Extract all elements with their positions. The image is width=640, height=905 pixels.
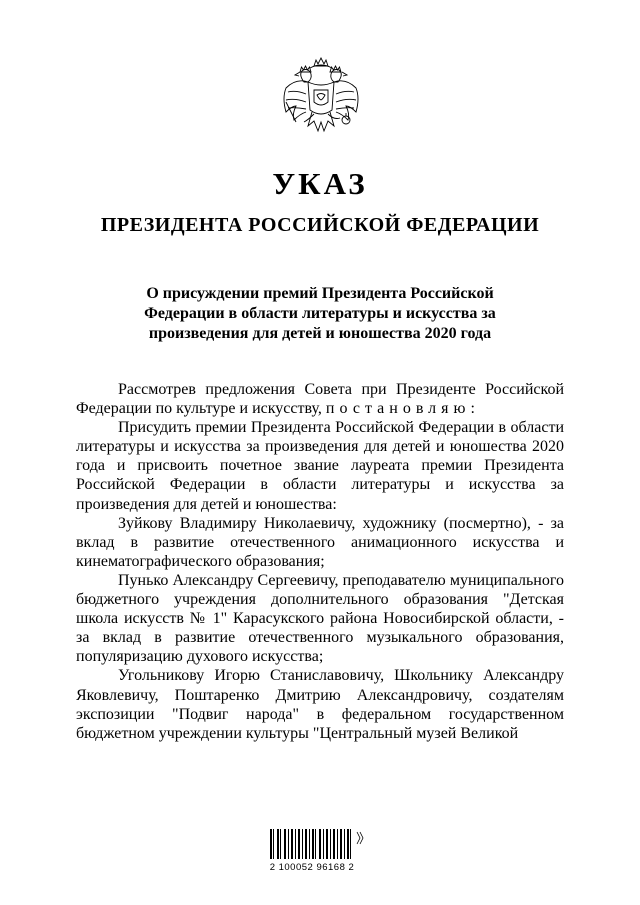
barcode-bars — [270, 829, 354, 859]
document-subtitle: ПРЕЗИДЕНТА РОССИЙСКОЙ ФЕДЕРАЦИИ — [100, 214, 540, 236]
paragraph-preamble — [76, 380, 564, 418]
barcode-stripe — [280, 829, 281, 859]
decree-heading-line: Федерации в области литературы и искусства за — [144, 305, 496, 322]
decree-heading — [100, 284, 540, 344]
coat-of-arms-emblem — [274, 52, 368, 150]
preamble-text: Рассмотрев предложения Совета при Президенте Российской Федерации по культуре и искусству, — [76, 381, 564, 418]
paragraph-laureate-2: Пунько Александру Сергеевичу, преподавателю муниципального бюджетного учреждения дополнительного образования "Детская школа искусств № 1" Карасукского района Новосибирской области, - за вклад в развитие отечественного музыкального образования, популяризацию духового искусства; — [76, 571, 564, 666]
resolution-word: постановляю: — [325, 400, 480, 418]
barcode-number: 2 100052 96168 2 — [269, 862, 355, 873]
paragraph-award: Присудить премии Президента Российской Федерации в области литературы и искусства за произведения для детей и юношества 2020 года и присвоить почетное звание лауреата премии Президента Российской Федерации в области литературы и искусства за произведения для детей и юношества: — [76, 419, 564, 513]
decree-heading-line: О присуждении премий Президента Российской — [146, 285, 494, 302]
barcode-mark-icon — [356, 831, 364, 845]
paragraph-laureate-3: Угольникову Игорю Станиславовичу, Школьнику Александру Яковлевичу, Поштаренко Дмитрию Александровичу, создателям экспозиции "Подвиг народа" в федеральном государственном бюджетном учреждении культуры "Центральный музей Великой — [76, 667, 564, 742]
decree-body — [76, 380, 564, 743]
decree-heading-line: произведения для детей и юношества 2020 года — [148, 325, 492, 342]
document-title: УКАЗ — [272, 166, 368, 201]
barcode-stripe — [298, 829, 299, 859]
document-barcode — [256, 829, 368, 885]
barcode-stripe — [333, 829, 334, 859]
barcode-stripe — [315, 829, 316, 859]
paragraph-laureate-1: Зуйкову Владимиру Николаевичу, художнику (посмертно), - за вклад в развитие отечественного анимационного искусства и кинематографического образования; — [76, 514, 564, 570]
